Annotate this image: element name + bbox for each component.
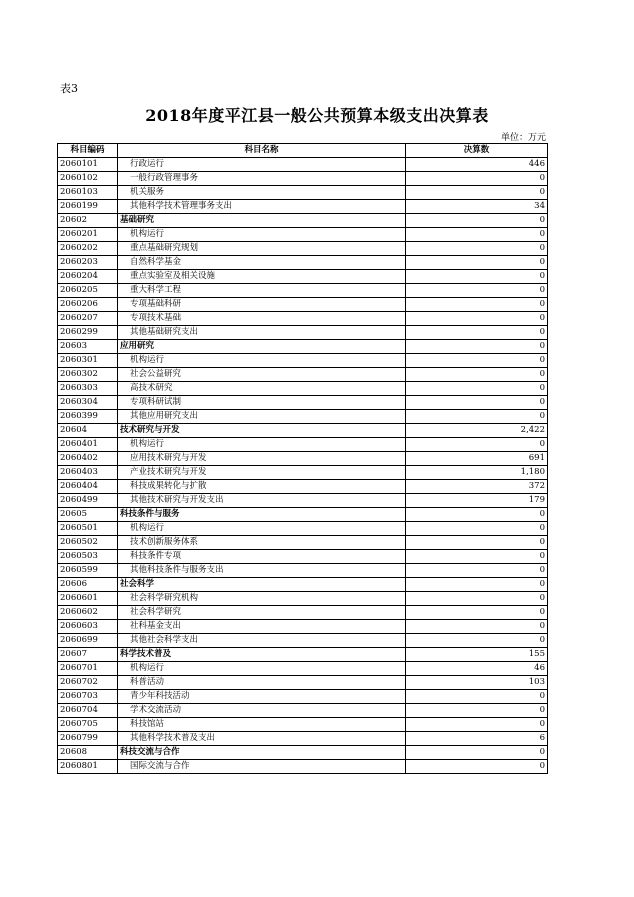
table-row <box>58 620 548 634</box>
row-name: 机构运行 <box>118 354 406 368</box>
row-code: 2060299 <box>58 326 118 340</box>
row-code: 2060301 <box>58 354 118 368</box>
row-name: 科技交流与合作 <box>118 746 406 760</box>
row-amount: 446 <box>406 158 548 172</box>
row-name: 行政运行 <box>118 158 406 172</box>
header-name: 科目名称 <box>118 144 406 158</box>
row-name: 其他社会科学支出 <box>118 634 406 648</box>
table-row <box>58 298 548 312</box>
row-amount: 0 <box>406 270 548 284</box>
row-code: 2060801 <box>58 760 118 774</box>
row-amount: 46 <box>406 662 548 676</box>
row-name: 其他技术研究与开发支出 <box>118 494 406 508</box>
row-amount: 0 <box>406 578 548 592</box>
row-name: 应用研究 <box>118 340 406 354</box>
table-row <box>58 270 548 284</box>
table-row <box>58 760 548 774</box>
row-amount: 0 <box>406 410 548 424</box>
row-amount: 34 <box>406 200 548 214</box>
row-name: 重大科学工程 <box>118 284 406 298</box>
row-name: 社会科学研究 <box>118 606 406 620</box>
row-amount: 6 <box>406 732 548 746</box>
row-code: 2060204 <box>58 270 118 284</box>
row-code: 2060203 <box>58 256 118 270</box>
table-row <box>58 424 548 438</box>
row-code: 2060502 <box>58 536 118 550</box>
table-row <box>58 690 548 704</box>
row-code: 2060202 <box>58 242 118 256</box>
table-row <box>58 648 548 662</box>
table-row <box>58 354 548 368</box>
table-row <box>58 228 548 242</box>
row-name: 其他科技条件与服务支出 <box>118 564 406 578</box>
row-name: 科技馆站 <box>118 718 406 732</box>
row-amount: 0 <box>406 382 548 396</box>
row-code: 2060699 <box>58 634 118 648</box>
row-code: 2060704 <box>58 704 118 718</box>
row-amount: 0 <box>406 326 548 340</box>
row-name: 社会公益研究 <box>118 368 406 382</box>
row-name: 其他应用研究支出 <box>118 410 406 424</box>
table-row <box>58 466 548 480</box>
row-code: 2060603 <box>58 620 118 634</box>
header-code: 科目编码 <box>58 144 118 158</box>
row-code: 2060401 <box>58 438 118 452</box>
row-code: 2060503 <box>58 550 118 564</box>
row-amount: 0 <box>406 214 548 228</box>
row-code: 20604 <box>58 424 118 438</box>
row-amount: 0 <box>406 256 548 270</box>
table-row <box>58 284 548 298</box>
row-code: 2060703 <box>58 690 118 704</box>
row-code: 2060702 <box>58 676 118 690</box>
row-code: 20608 <box>58 746 118 760</box>
table-row <box>58 242 548 256</box>
row-code: 20603 <box>58 340 118 354</box>
row-amount: 0 <box>406 186 548 200</box>
row-name: 其他科学技术普及支出 <box>118 732 406 746</box>
table-row <box>58 158 548 172</box>
row-name: 社会科学 <box>118 578 406 592</box>
table-row <box>58 340 548 354</box>
row-code: 20605 <box>58 508 118 522</box>
row-code: 2060501 <box>58 522 118 536</box>
table-row <box>58 200 548 214</box>
row-code: 2060602 <box>58 606 118 620</box>
table-row <box>58 718 548 732</box>
row-amount: 0 <box>406 508 548 522</box>
table-row <box>58 746 548 760</box>
table-row <box>58 214 548 228</box>
table-row <box>58 634 548 648</box>
row-amount: 1,180 <box>406 466 548 480</box>
row-code: 2060103 <box>58 186 118 200</box>
header-amount: 决算数 <box>406 144 548 158</box>
row-code: 2060303 <box>58 382 118 396</box>
table-body <box>58 158 548 774</box>
row-code: 2060304 <box>58 396 118 410</box>
row-name: 社会科学研究机构 <box>118 592 406 606</box>
row-name: 科技条件专项 <box>118 550 406 564</box>
row-name: 一般行政管理事务 <box>118 172 406 186</box>
row-amount: 0 <box>406 172 548 186</box>
table-row <box>58 522 548 536</box>
row-amount: 0 <box>406 634 548 648</box>
table-row <box>58 312 548 326</box>
row-amount: 0 <box>406 340 548 354</box>
row-name: 其他科学技术管理事务支出 <box>118 200 406 214</box>
row-code: 2060799 <box>58 732 118 746</box>
row-name: 技术创新服务体系 <box>118 536 406 550</box>
table-row <box>58 508 548 522</box>
page-title: 2018年度平江县一般公共预算本级支出决算表 <box>145 106 489 125</box>
row-name: 科普活动 <box>118 676 406 690</box>
row-amount: 0 <box>406 396 548 410</box>
row-amount: 0 <box>406 718 548 732</box>
row-code: 20602 <box>58 214 118 228</box>
row-amount: 0 <box>406 298 548 312</box>
row-amount: 0 <box>406 704 548 718</box>
row-name: 其他基础研究支出 <box>118 326 406 340</box>
row-name: 产业技术研究与开发 <box>118 466 406 480</box>
row-code: 2060399 <box>58 410 118 424</box>
row-amount: 0 <box>406 620 548 634</box>
row-amount: 691 <box>406 452 548 466</box>
row-name: 国际交流与合作 <box>118 760 406 774</box>
row-code: 2060404 <box>58 480 118 494</box>
table-row <box>58 172 548 186</box>
row-code: 20606 <box>58 578 118 592</box>
row-name: 应用技术研究与开发 <box>118 452 406 466</box>
row-amount: 0 <box>406 550 548 564</box>
row-amount: 0 <box>406 522 548 536</box>
row-amount: 155 <box>406 648 548 662</box>
row-amount: 0 <box>406 228 548 242</box>
table-row <box>58 732 548 746</box>
table-row <box>58 382 548 396</box>
row-amount: 0 <box>406 242 548 256</box>
table-row <box>58 480 548 494</box>
row-amount: 0 <box>406 606 548 620</box>
row-amount: 0 <box>406 746 548 760</box>
row-code: 2060499 <box>58 494 118 508</box>
row-amount: 0 <box>406 354 548 368</box>
table-row <box>58 536 548 550</box>
row-code: 2060302 <box>58 368 118 382</box>
table-row <box>58 186 548 200</box>
row-name: 基础研究 <box>118 214 406 228</box>
table-row <box>58 256 548 270</box>
unit-label: 单位：万元 <box>500 133 546 143</box>
table-row <box>58 396 548 410</box>
row-name: 社科基金支出 <box>118 620 406 634</box>
row-code: 2060402 <box>58 452 118 466</box>
row-code: 2060206 <box>58 298 118 312</box>
row-amount: 0 <box>406 690 548 704</box>
table-row <box>58 368 548 382</box>
row-amount: 0 <box>406 284 548 298</box>
table-row <box>58 438 548 452</box>
row-code: 2060201 <box>58 228 118 242</box>
row-code: 2060102 <box>58 172 118 186</box>
row-name: 重点实验室及相关设施 <box>118 270 406 284</box>
budget-table <box>57 143 548 774</box>
row-name: 技术研究与开发 <box>118 424 406 438</box>
row-name: 青少年科技活动 <box>118 690 406 704</box>
row-amount: 0 <box>406 592 548 606</box>
row-amount: 0 <box>406 312 548 326</box>
row-name: 重点基础研究规划 <box>118 242 406 256</box>
row-code: 2060599 <box>58 564 118 578</box>
row-code: 2060705 <box>58 718 118 732</box>
table-row <box>58 410 548 424</box>
row-amount: 0 <box>406 368 548 382</box>
row-name: 专项基础科研 <box>118 298 406 312</box>
table-row <box>58 494 548 508</box>
row-name: 科技成果转化与扩散 <box>118 480 406 494</box>
table-row <box>58 578 548 592</box>
row-name: 高技术研究 <box>118 382 406 396</box>
row-code: 20607 <box>58 648 118 662</box>
row-name: 机构运行 <box>118 438 406 452</box>
table-row <box>58 550 548 564</box>
row-amount: 372 <box>406 480 548 494</box>
row-code: 2060601 <box>58 592 118 606</box>
row-name: 机关服务 <box>118 186 406 200</box>
table-number-label: 表3 <box>60 82 78 95</box>
row-code: 2060199 <box>58 200 118 214</box>
row-amount: 0 <box>406 760 548 774</box>
row-name: 学术交流活动 <box>118 704 406 718</box>
row-code: 2060207 <box>58 312 118 326</box>
row-code: 2060101 <box>58 158 118 172</box>
table-row <box>58 704 548 718</box>
row-name: 专项科研试制 <box>118 396 406 410</box>
row-name: 专项技术基础 <box>118 312 406 326</box>
table-row <box>58 662 548 676</box>
row-amount: 2,422 <box>406 424 548 438</box>
row-code: 2060403 <box>58 466 118 480</box>
row-name: 科技条件与服务 <box>118 508 406 522</box>
row-amount: 0 <box>406 438 548 452</box>
row-code: 2060205 <box>58 284 118 298</box>
row-name: 机构运行 <box>118 522 406 536</box>
row-amount: 103 <box>406 676 548 690</box>
table-row <box>58 452 548 466</box>
row-amount: 0 <box>406 564 548 578</box>
table-row <box>58 592 548 606</box>
row-amount: 0 <box>406 536 548 550</box>
table-row <box>58 606 548 620</box>
row-name: 科学技术普及 <box>118 648 406 662</box>
table-row <box>58 326 548 340</box>
row-name: 自然科学基金 <box>118 256 406 270</box>
row-name: 机构运行 <box>118 662 406 676</box>
table-row <box>58 676 548 690</box>
table-header-row <box>58 144 548 158</box>
table-row <box>58 564 548 578</box>
row-amount: 179 <box>406 494 548 508</box>
row-name: 机构运行 <box>118 228 406 242</box>
row-code: 2060701 <box>58 662 118 676</box>
